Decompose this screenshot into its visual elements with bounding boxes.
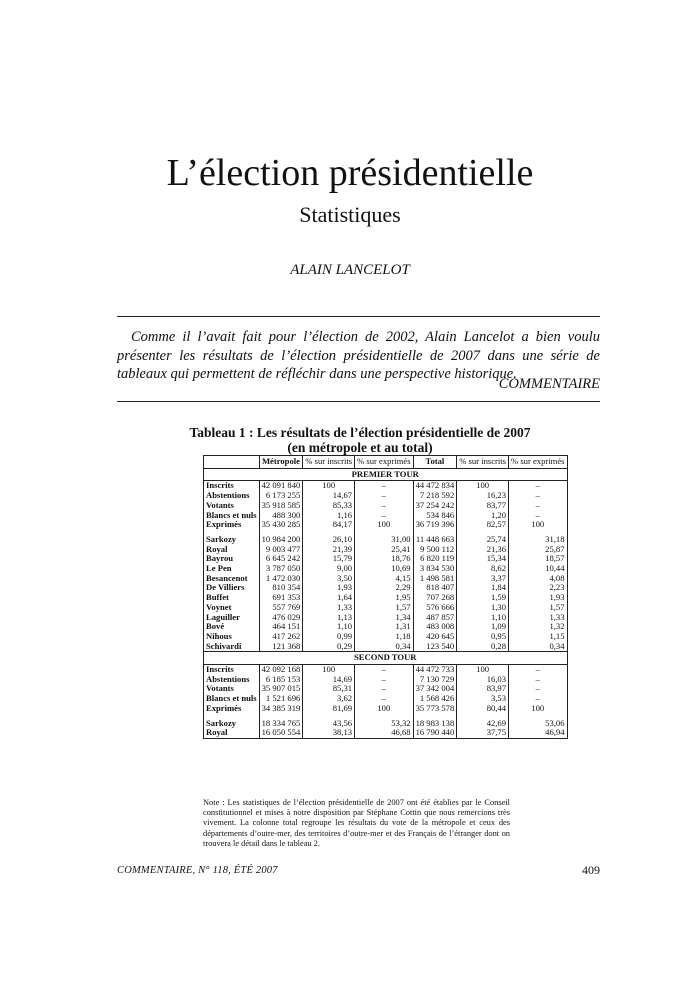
table-cell: 31,18	[509, 535, 567, 545]
table-cell: 16,23	[457, 491, 509, 501]
table-caption-line2: (en métropole et au total)	[287, 440, 433, 455]
row-label: Abstentions	[206, 673, 250, 684]
table-cell: 7 130 729	[413, 675, 457, 685]
table-cell: 1,31	[355, 622, 413, 632]
table-cell: 15,79	[303, 554, 355, 564]
row-label: Inscrits	[206, 480, 234, 491]
table-cell: –	[355, 501, 413, 511]
table-cell: 488 300	[259, 511, 303, 521]
table-cell: 1 568 426	[413, 694, 457, 704]
table-cell: 11 448 663	[413, 535, 457, 545]
table-caption-line1: Tableau 1 : Les résultats de l’élection présidentielle de 2007	[189, 425, 531, 440]
candidate-row	[204, 642, 568, 652]
row-label: Sarkozy	[206, 533, 237, 544]
table-cell: 18 983 138	[413, 719, 457, 729]
row-label: Buffet	[206, 592, 229, 603]
table-cell: 810 354	[259, 583, 303, 593]
table-cell: 121 368	[259, 642, 303, 652]
table-cell: 1,16	[303, 511, 355, 521]
row-label: Inscrits	[206, 664, 234, 675]
table-cell: 7 218 592	[413, 491, 457, 501]
table-cell: 80,44	[457, 704, 509, 714]
row-label: Abstentions	[206, 490, 250, 501]
table-cell: 100	[303, 481, 355, 491]
table-cell: 1,10	[303, 622, 355, 632]
table-cell: 21,36	[457, 545, 509, 555]
table-cell: 9 500 112	[413, 545, 457, 555]
table-cell: 0,95	[457, 632, 509, 642]
table-cell: –	[509, 665, 567, 675]
candidate-row	[204, 554, 568, 564]
row-label: Bayrou	[206, 553, 234, 564]
table-cell: 420 645	[413, 632, 457, 642]
table-cell: 487 857	[413, 613, 457, 623]
table-cell: 1,57	[355, 603, 413, 613]
header-pct-inscrits: % sur inscrits	[303, 456, 355, 469]
table-cell: 1,32	[509, 622, 567, 632]
table-cell: 1,93	[303, 583, 355, 593]
table-cell: 534 846	[413, 511, 457, 521]
table-cell: 26,10	[303, 535, 355, 545]
page-number: 409	[582, 863, 600, 877]
table-caption	[150, 425, 570, 455]
table-cell: 464 151	[259, 622, 303, 632]
table-cell: 691 353	[259, 593, 303, 603]
table-cell: 557 769	[259, 603, 303, 613]
table-cell: 9 003 477	[259, 545, 303, 555]
table-cell: 10 984 200	[259, 535, 303, 545]
table-cell: 10,44	[509, 564, 567, 574]
header-pct-exprimes-total: % sur exprimés	[509, 456, 567, 469]
table-cell: 25,74	[457, 535, 509, 545]
table-cell: 818 407	[413, 583, 457, 593]
row-label: Votants	[206, 683, 234, 694]
table-cell: 1,59	[457, 593, 509, 603]
table-cell: 100	[457, 481, 509, 491]
table-cell: 81,69	[303, 704, 355, 714]
stat-row	[204, 520, 568, 530]
table-cell: 1,09	[457, 622, 509, 632]
table-cell: 42 092 168	[259, 665, 303, 675]
table-cell: 18,57	[509, 554, 567, 564]
stat-row	[204, 704, 568, 714]
row-label: Sarkozy	[206, 717, 237, 728]
candidate-row	[204, 574, 568, 584]
table-cell: 6 173 255	[259, 491, 303, 501]
table-cell: 1,10	[457, 613, 509, 623]
table-cell: 35 918 585	[259, 501, 303, 511]
table-cell: 14,67	[303, 491, 355, 501]
table-cell: 0,28	[457, 642, 509, 652]
table-cell: 100	[355, 704, 413, 714]
table-cell: –	[355, 684, 413, 694]
candidate-row	[204, 593, 568, 603]
table-cell: 83,77	[457, 501, 509, 511]
table-cell: –	[509, 675, 567, 685]
row-label: Votants	[206, 499, 234, 510]
table-cell: 1,20	[457, 511, 509, 521]
table-cell: –	[509, 491, 567, 501]
table-cell: 3,62	[303, 694, 355, 704]
header-pct-exprimes: % sur exprimés	[355, 456, 413, 469]
table-cell: 43,56	[303, 719, 355, 729]
candidate-row	[204, 719, 568, 729]
table-cell: 37,75	[457, 728, 509, 738]
table-cell: 3,53	[457, 694, 509, 704]
table-cell: –	[355, 481, 413, 491]
table-cell: 31,00	[355, 535, 413, 545]
table-cell: 16,03	[457, 675, 509, 685]
table-cell: 85,31	[303, 684, 355, 694]
table-cell: 9,00	[303, 564, 355, 574]
table-cell: 6 820 119	[413, 554, 457, 564]
candidate-row	[204, 583, 568, 593]
footer-journal: COMMENTAIRE, N° 118, ÉTÉ 2007	[117, 865, 278, 876]
table-cell: 476 029	[259, 613, 303, 623]
results-table-container	[203, 455, 565, 739]
page-subtitle: Statistiques	[299, 202, 401, 227]
table-cell: 16 050 554	[259, 728, 303, 738]
table-cell: 417 262	[259, 632, 303, 642]
row-label: Royal	[206, 727, 228, 738]
table-cell: 0,99	[303, 632, 355, 642]
row-label: Exprimés	[206, 519, 242, 530]
table-cell: 44 472 834	[413, 481, 457, 491]
table-cell: 1,34	[355, 613, 413, 623]
first-round-heading-row	[204, 468, 568, 481]
table-cell: 83,97	[457, 684, 509, 694]
table-cell: 1,13	[303, 613, 355, 623]
table-cell: 84,17	[303, 520, 355, 530]
results-table-body	[204, 468, 568, 738]
candidate-row	[204, 535, 568, 545]
table-cell: 53,06	[509, 719, 567, 729]
table-cell: 100	[303, 665, 355, 675]
intro-bottom-rule	[117, 401, 600, 402]
table-cell: 21,39	[303, 545, 355, 555]
first-round-heading: PREMIER TOUR	[204, 468, 568, 481]
table-cell: –	[509, 481, 567, 491]
table-cell: –	[509, 511, 567, 521]
table-cell: 3,37	[457, 574, 509, 584]
row-label: Voynet	[206, 601, 232, 612]
table-cell: 100	[355, 520, 413, 530]
table-cell: 1 472 030	[259, 574, 303, 584]
table-cell: –	[509, 684, 567, 694]
header-metropole: Métropole	[259, 456, 303, 469]
table-cell: 18 334 765	[259, 719, 303, 729]
table-cell: 35 907 015	[259, 684, 303, 694]
table-cell: 82,57	[457, 520, 509, 530]
page-title: L’élection présidentielle	[166, 152, 534, 194]
results-table	[203, 455, 568, 739]
table-cell: 123 540	[413, 642, 457, 652]
table-cell: 0,29	[303, 642, 355, 652]
table-cell: 46,94	[509, 728, 567, 738]
table-cell: 4,08	[509, 574, 567, 584]
intro-top-rule	[117, 316, 600, 317]
table-cell: –	[355, 491, 413, 501]
table-cell: 15,34	[457, 554, 509, 564]
table-cell: 10,69	[355, 564, 413, 574]
table-note: Note : Les statistiques de l’élection présidentielle de 2007 ont été établies par le Conseil constitutionnel et mises à notre disposition par Stéphane Cottin que nous remercions très vivement. La colonne total regroupe les résultats du vote de la métropole et ceux des départements d’outre-mer, des territoires d’outre-mer et des Français de l’étranger dont on trouvera le détail dans le tableau 2.	[203, 798, 510, 848]
table-cell: 3,50	[303, 574, 355, 584]
table-cell: 16 790 440	[413, 728, 457, 738]
table-cell: 2,23	[509, 583, 567, 593]
row-label: Schivardi	[206, 640, 242, 651]
table-cell: 37 342 004	[413, 684, 457, 694]
table-cell: –	[355, 511, 413, 521]
second-round-heading: SECOND TOUR	[204, 652, 568, 665]
row-label: Blancs et nuls	[206, 509, 257, 520]
table-cell: 34 385 319	[259, 704, 303, 714]
table-cell: 37 254 242	[413, 501, 457, 511]
candidate-row	[204, 728, 568, 738]
table-cell: 14,69	[303, 675, 355, 685]
table-cell: 35 430 285	[259, 520, 303, 530]
table-cell: 3 834 530	[413, 564, 457, 574]
table-cell: 1,64	[303, 593, 355, 603]
header-blank	[204, 456, 260, 469]
table-cell: 8,62	[457, 564, 509, 574]
table-cell: 1,33	[509, 613, 567, 623]
table-cell: 3 787 050	[259, 564, 303, 574]
table-cell: 4,15	[355, 574, 413, 584]
table-cell: 1,95	[355, 593, 413, 603]
candidate-row	[204, 603, 568, 613]
table-cell: 1,84	[457, 583, 509, 593]
table-cell: 0,34	[509, 642, 567, 652]
table-cell: 1,30	[457, 603, 509, 613]
table-cell: 6 185 153	[259, 675, 303, 685]
table-cell: 1,33	[303, 603, 355, 613]
author-name: ALAIN LANCELOT	[290, 262, 410, 278]
table-cell: 1 521 696	[259, 694, 303, 704]
table-cell: 25,41	[355, 545, 413, 555]
intro-signature: COMMENTAIRE	[498, 376, 600, 392]
table-cell: –	[355, 694, 413, 704]
row-label: Le Pen	[206, 563, 232, 574]
row-label: Besancenot	[206, 572, 248, 583]
table-cell: 35 773 578	[413, 704, 457, 714]
table-cell: 42 091 840	[259, 481, 303, 491]
row-label: Exprimés	[206, 702, 242, 713]
table-cell: 6 645 242	[259, 554, 303, 564]
row-label: Royal	[206, 543, 228, 554]
table-cell: 38,13	[303, 728, 355, 738]
table-cell: 85,33	[303, 501, 355, 511]
table-cell: 1,15	[509, 632, 567, 642]
candidate-row	[204, 622, 568, 632]
table-cell: 1,18	[355, 632, 413, 642]
table-cell: 0,34	[355, 642, 413, 652]
table-cell: 2,29	[355, 583, 413, 593]
table-cell: 1 498 581	[413, 574, 457, 584]
table-cell: 53,32	[355, 719, 413, 729]
table-cell: –	[355, 665, 413, 675]
table-cell: 1,57	[509, 603, 567, 613]
table-cell: 707 268	[413, 593, 457, 603]
row-label: Laguiller	[206, 611, 240, 622]
header-total: Total	[413, 456, 457, 469]
table-cell: 46,68	[355, 728, 413, 738]
row-label: Bové	[206, 621, 225, 632]
row-label: Blancs et nuls	[206, 693, 257, 704]
table-cell: 1,93	[509, 593, 567, 603]
table-cell: –	[355, 675, 413, 685]
table-cell: 100	[457, 665, 509, 675]
intro-paragraph: Comme il l’avait fait pour l’élection de 2002, Alain Lancelot a bien voulu présenter les résultats de l’élection présidentielle de 2007 dans une série de tableaux qui permettent de réfléchir dans une perspective historique.	[117, 329, 600, 382]
table-cell: 36 719 396	[413, 520, 457, 530]
table-cell: 100	[509, 704, 567, 714]
table-cell: 44 472 733	[413, 665, 457, 675]
table-cell: 18,76	[355, 554, 413, 564]
row-label: De Villiers	[206, 582, 245, 593]
table-cell: –	[509, 501, 567, 511]
table-cell: –	[509, 694, 567, 704]
table-cell: 25,87	[509, 545, 567, 555]
table-cell: 42,69	[457, 719, 509, 729]
candidate-row	[204, 564, 568, 574]
second-round-heading-row	[204, 652, 568, 665]
header-pct-inscrits-total: % sur inscrits	[457, 456, 509, 469]
table-cell: 483 008	[413, 622, 457, 632]
candidate-row	[204, 545, 568, 555]
table-cell: 100	[509, 520, 567, 530]
table-cell: 576 666	[413, 603, 457, 613]
row-label: Nihous	[206, 630, 232, 641]
candidate-row	[204, 632, 568, 642]
candidate-row	[204, 613, 568, 623]
